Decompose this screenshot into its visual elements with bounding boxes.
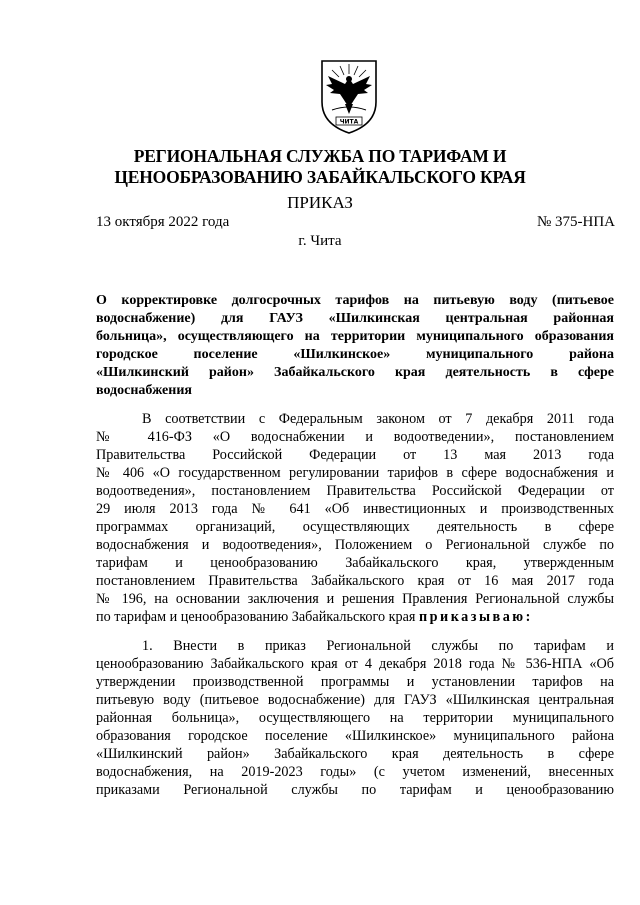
coat-of-arms-icon bbox=[318, 58, 380, 136]
order-word: приказываю: bbox=[418, 609, 533, 625]
paragraph-last-line bbox=[96, 608, 614, 626]
svg-text:ЧИТА: ЧИТА bbox=[339, 118, 359, 126]
paragraph-line: районная больница», осуществляющего на территории муниципального bbox=[96, 710, 614, 726]
paragraph-line: питьевую воду (питьевое водоснабжение) для ГАУЗ «Шилкинская центральная bbox=[96, 692, 614, 708]
subject-line: водоснабжение) для ГАУЗ «Шилкинская центральная районная bbox=[96, 311, 614, 326]
subject-line: больница», осуществляющего на территории муниципального образования bbox=[96, 329, 614, 344]
paragraph-line: 1. Внести в приказ Региональной службы по тарифам и bbox=[142, 638, 614, 654]
subject-line: «Шилкинский район» Забайкальского края деятельность в сфере bbox=[96, 365, 614, 380]
document-date: 13 октября 2022 года bbox=[96, 214, 230, 230]
paragraph-line: водоснабжения и водоотведения», Положением о Региональной службе по bbox=[96, 537, 614, 553]
paragraph-line: № 406 «О государственном регулировании тарифов в сфере водоснабжения и bbox=[96, 465, 614, 481]
paragraph-line: водоснабжения, на 2019-2023 годы» (с учетом изменений, внесенных bbox=[96, 764, 614, 780]
paragraph-line: № 416-ФЗ «О водоснабжении и водоотведении», постановлением bbox=[96, 429, 614, 445]
paragraph-line: ценообразованию Забайкальского края от 4 декабря 2018 года № 536-НПА «Об bbox=[96, 656, 614, 672]
paragraph-line: № 196, на основании заключения и решения Правления Региональной службы bbox=[96, 591, 614, 607]
paragraph-line: Правительства Российской Федерации от 13 мая 2013 года bbox=[96, 447, 614, 463]
subject-line: О корректировке долгосрочных тарифов на питьевую воду (питьевое bbox=[96, 293, 614, 308]
paragraph-line: постановлением Правительства Забайкальского края от 16 мая 2017 года bbox=[96, 573, 614, 589]
paragraph-line: водоотведения», постановлением Правительства Российской Федерации от bbox=[96, 483, 614, 499]
paragraph-line: приказами Региональной службы по тарифам и ценообразованию bbox=[96, 782, 614, 798]
agency-name-line1: РЕГИОНАЛЬНАЯ СЛУЖБА ПО ТАРИФАМ И bbox=[133, 146, 507, 166]
clause-1-paragraph bbox=[96, 637, 614, 799]
document-subject bbox=[96, 292, 614, 400]
paragraph-line: образования городское поселение «Шилкинское» муниципального района bbox=[96, 728, 614, 744]
document-number: № 375-НПА bbox=[536, 214, 615, 230]
paragraph-line: В соответствии с Федеральным законом от 7 декабря 2011 года bbox=[142, 411, 614, 427]
subject-line: водоснабжения bbox=[96, 383, 192, 398]
document-type: ПРИКАЗ bbox=[287, 193, 353, 212]
paragraph-line: тарифам и ценообразованию Забайкальского края, утвержденным bbox=[96, 555, 614, 571]
paragraph-line: «Шилкинский район» Забайкальского края деятельность в сфере bbox=[96, 746, 614, 762]
paragraph-line-text: по тарифам и ценообразованию Забайкальского края bbox=[96, 609, 416, 625]
document-city: г. Чита bbox=[298, 233, 342, 249]
paragraph-line: программах организаций, осуществляющих деятельность в сфере bbox=[96, 519, 614, 535]
agency-name-line2: ЦЕНООБРАЗОВАНИЮ ЗАБАЙКАЛЬСКОГО КРАЯ bbox=[114, 167, 526, 187]
subject-line: городское поселение «Шилкинское» муниципального района bbox=[96, 347, 614, 362]
paragraph-line: утверждении производственной программы и установлении тарифов на bbox=[96, 674, 614, 690]
paragraph-line: 29 июля 2013 года № 641 «Об инвестиционных и производственных bbox=[96, 501, 614, 517]
preamble-paragraph bbox=[96, 410, 614, 626]
